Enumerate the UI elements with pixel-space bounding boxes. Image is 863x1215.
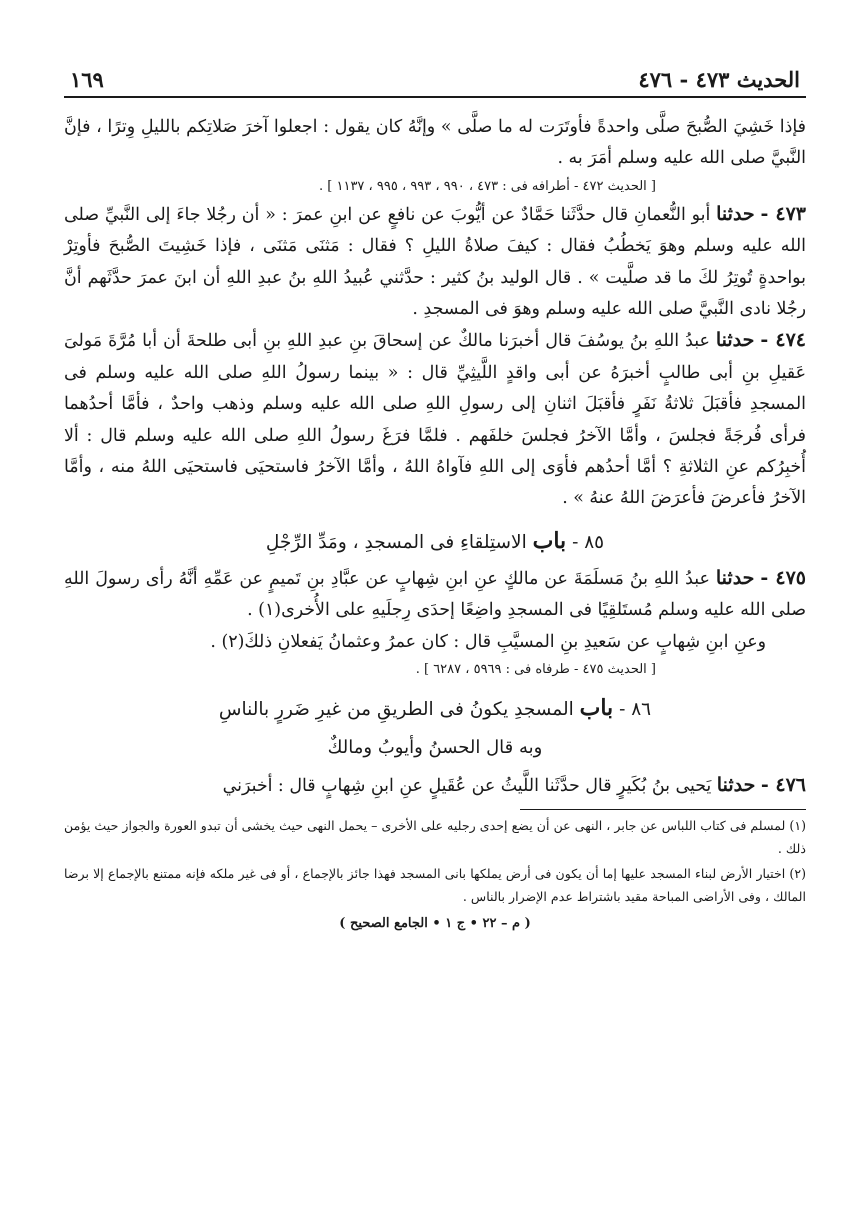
book-page bbox=[64, 56, 806, 935]
hadith-476 bbox=[64, 770, 806, 802]
hadith-475 bbox=[64, 563, 806, 627]
hadith-number: ٤٧٦ - bbox=[760, 774, 806, 797]
footnote-2: (٢) اختيار الأرض لبناء المسجد عليها إما أن يكون فى أرض يملكها بانى المسجد فهذا جائز بالإجماع ، أو فى غير ملكه فإنه ممتنع بالإجماع إلا برضا المالك ، وفى الأراضى المباحة مقيد باشتراط عدم الإضرار بالناس . bbox=[64, 865, 806, 904]
hadith-marker: حدثنا bbox=[716, 202, 755, 225]
chapter-title: الاستِلقاءِ فى المسجدِ ، ومَدِّ الرِّجْلِ bbox=[265, 531, 527, 553]
signature-mark: ( م – ٢٢ • ج ١ • الجامع الصحيح ) bbox=[339, 915, 531, 931]
chapter-label: باب bbox=[532, 527, 567, 554]
hadith-marker: حدثنا bbox=[715, 329, 755, 352]
chapter-number: ٨٦ - bbox=[619, 699, 652, 721]
chapter-subtitle: وبه قال الحسنُ وأيوبُ ومالكٌ bbox=[327, 737, 543, 759]
paragraph-continuation: فإذا خَشِيَ الصُّبحَ صلَّى واحدةً فأوتَرَت له ما صلَّى » وإنَّهُ كان يقول : اجعلوا آخرَ صَلاتِكم بالليلِ وِترًا ، فإنَّ النَّبيَّ صلى الله عليه وسلم أمَرَ به . bbox=[64, 117, 806, 169]
hadith-474 bbox=[64, 325, 806, 514]
hadith-text: عبدُ اللهِ بنُ مَسلَمَةَ عن مالكٍ عنِ ابنِ شِهابٍ عن عبَّادِ بنِ تَميمٍ عن عَمِّهِ أنَّهُ رأى رسولَ اللهِ صلى الله عليه وسلم مُستَلقِيًا فى المسجدِ واضِعًا إحدَى رِجلَيهِ على الأُخرى(١) . bbox=[64, 568, 806, 621]
footnote-separator bbox=[520, 809, 806, 810]
chapter-title: المسجدِ يكونُ فى الطريقِ من غيرِ ضَررٍ بالناسِ bbox=[218, 699, 574, 721]
hadith-text: يَحيى بنُ بُكَيرٍ قال حدَّثَنا اللَّيثُ عن عُقَيلٍ عنِ ابنِ شِهابٍ قال : أخبرَني bbox=[222, 776, 712, 797]
running-title: الحديث ٤٧٣ - ٤٧٦ bbox=[638, 67, 800, 92]
hadith-marker: حدثنا bbox=[716, 774, 756, 797]
chapter-heading-85 bbox=[64, 523, 806, 561]
hadith-473 bbox=[64, 199, 806, 326]
hadith-text: عبدُ اللهِ بنُ يوسُفَ قال أخبرَنا مالكٌ عن إسحاقَ بنِ عبدِ اللهِ بنِ أبى طلحةَ أن أبا مُرَّةَ مَولىَ عَقيلِ بنِ أبى طالبٍ أخبرَهُ عن أبى واقدٍ اللَّيثِيِّ قال : « بينما رسولُ اللهِ صلى الله عليه وسلم فى المسجدِ فأقبَلَ ثلاثةُ نَفَرٍ فأقبَلَ اثنانِ إلى رسولِ اللهِ صلى الله عليه وسلم وذهب واحدٌ ، فأمَّا أحدُهما فرأى فُرجَةً فجلسَ ، وأمَّا الآخرُ فجلسَ خلفَهم . فلمَّا فرَغَ رسولُ اللهِ صلى الله عليه وسلم قال : ألا أُخبِرُكم عنِ الثلاثةِ ؟ أمَّا أحدُهم فأوَى إلى اللهِ فآواهُ اللهُ ، وأمَّا الآخرُ فاستحيَى فاستحيَى اللهُ منه ، وأمَّا الآخرُ فأعرضَ فأعرَضَ اللهُ عنهُ » . bbox=[64, 331, 806, 509]
hadith-number: ٤٧٥ - bbox=[760, 566, 807, 589]
chapter-number: ٨٥ - bbox=[572, 531, 605, 553]
hadith-number: ٤٧٤ - bbox=[760, 329, 806, 352]
hadith-marker: حدثنا bbox=[715, 566, 755, 589]
page-body bbox=[64, 112, 806, 935]
footnote-1: (١) لمسلم فى كتاب اللباس عن جابر ، النهى عن أن يضع إحدى رجليه على الأخرى – يحمل النهى حيث يخشى أن تبدو العورة والجواز حيث يؤمن ذلك . bbox=[64, 817, 806, 856]
footnotes bbox=[64, 814, 806, 935]
cross-reference: [ الحديث ٤٧٥ - طرفاه فى : ٥٩٦٩ ، ٦٢٨٧ ] . bbox=[415, 662, 656, 678]
hadith-475-addendum: وعنِ ابنِ شِهابٍ عن سَعيدِ بنِ المسيَّبِ قال : كان عمرُ وعثمانُ يَفعلانِ ذلكَ(٢) . bbox=[210, 631, 766, 652]
chapter-label: باب bbox=[579, 695, 614, 722]
cross-reference: [ الحديث ٤٧٢ - أطرافه فى : ٤٧٣ ، ٩٩٠ ، ٩٩٣ ، ٩٩٥ ، ١١٣٧ ] . bbox=[319, 178, 656, 194]
page-number: ١٦٩ bbox=[70, 67, 104, 92]
hadith-number: ٤٧٣ - bbox=[760, 202, 806, 225]
hadith-text: أبو النُّعمانِ قال حدَّثَنا حَمَّادٌ عن أيُّوبَ عن نافعٍ عن ابنِ عمرَ : « أن رجُلا جاءَ إلى النَّبيِّ صلى الله عليه وسلم وهوَ يَخطُبُ فقال : كيفَ صلاةُ الليلِ ؟ فقال : مَثنَى مَثنَى ، فإذا خَشِيتَ الصُّبحَ فأوتِرْ بواحدةٍ تُوتِرُ لكَ ما قد صلَّيت » . قال الوليد بنُ كثير : حدَّثني عُبيدُ اللهِ بنُ عبدِ اللهِ أن ابنَ عمرَ حدَّثَهم أنَّ رجُلا نادى النَّبيَّ صلى الله عليه وسلم وهوَ فى المسجدِ . bbox=[64, 204, 806, 320]
page-header bbox=[64, 56, 806, 98]
chapter-heading-86 bbox=[64, 690, 806, 728]
